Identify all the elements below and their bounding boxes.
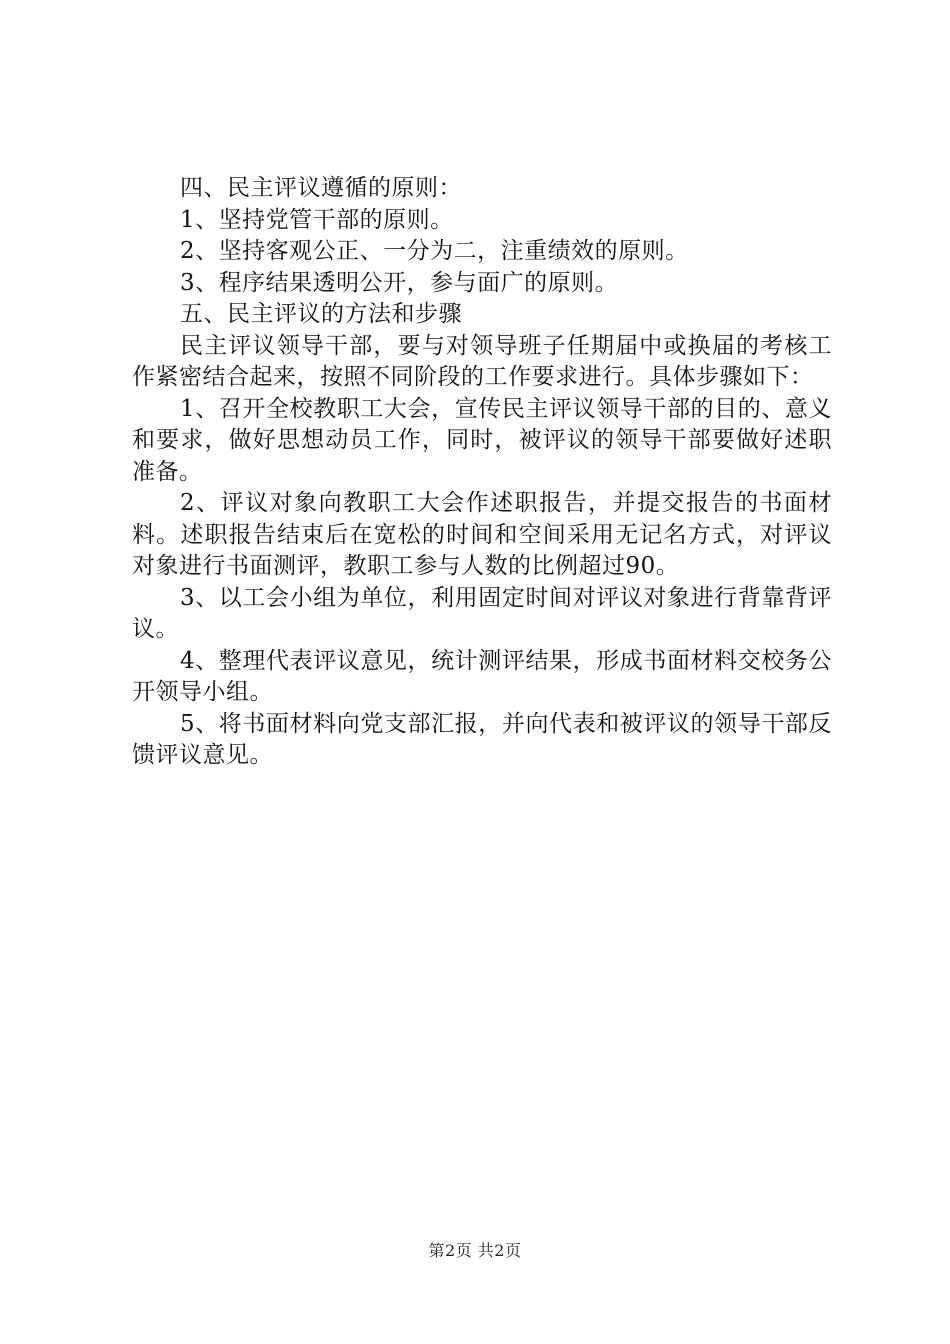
principle-item-1: 1、坚持党管干部的原则。 [180,206,454,233]
step-item-1: 1、召开全校教职工大会，宣传民主评议领导干部的目的、意义和要求，做好思想动员工作，同时，被评议的领导干部要做好述职准备。 [132,395,832,485]
step-item-4: 4、整理代表评议意见，统计测评结果，形成书面材料交校务公开领导小组。 [132,647,832,705]
principle-item-3: 3、程序结果透明公开，参与面广的原则。 [180,269,619,296]
page-number-footer: 第2页 共2页 [428,1241,522,1260]
methods-intro-paragraph: 民主评议领导干部，要与对领导班子任期届中或换届的考核工作紧密结合起来，按照不同阶段的工作要求进行。具体步骤如下： [132,332,832,390]
principle-item-2: 2、坚持客观公正、一分为二，注重绩效的原则。 [180,238,689,264]
heading-principles: 四、民主评议遵循的原则： [180,175,462,201]
step-item-2: 2、评议对象向教职工大会作述职报告，并提交报告的书面材料。述职报告结束后在宽松的时间和空间采用无记名方式，对评议对象进行书面测评，教职工参与人数的比例超过90。 [132,490,832,579]
heading-methods: 五、民主评议的方法和步骤 [180,301,462,327]
step-item-5: 5、将书面材料向党支部汇报，并向代表和被评议的领导干部反馈评议意见。 [132,710,832,768]
step-item-3: 3、以工会小组为单位，利用固定时间对评议对象进行背靠背评议。 [132,584,832,642]
document-body [132,173,832,772]
